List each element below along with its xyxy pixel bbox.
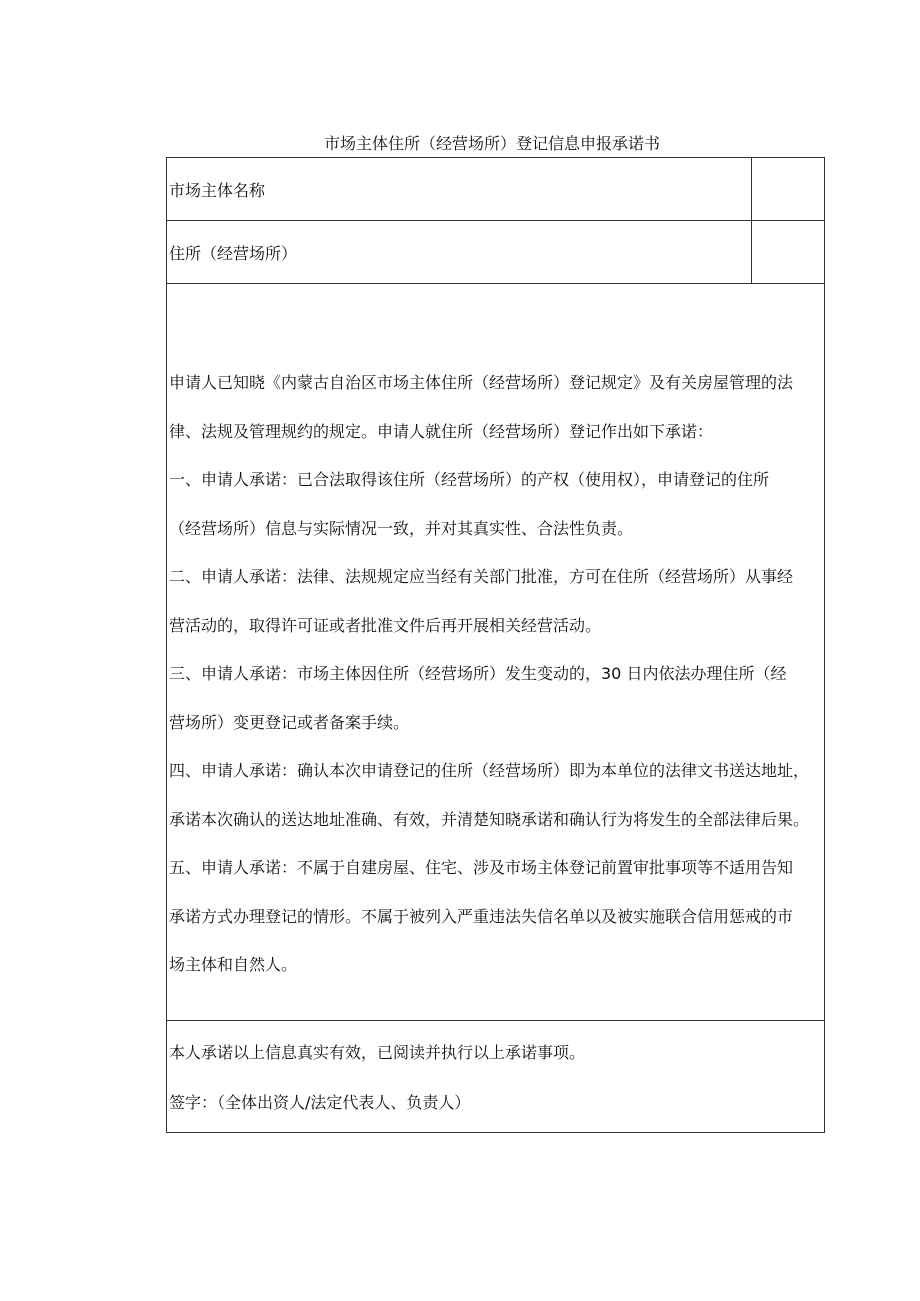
name-label: 市场主体名称: [167, 158, 752, 221]
pledge-line: 承诺方式办理登记的情形。不属于被列入严重违法失信名单以及被实施联合信用惩戒的市: [169, 906, 794, 926]
signature-label: 签字：（全体出资人/法定代表人、负责人）: [169, 1093, 471, 1112]
address-label: 住所（经营场所）: [167, 221, 752, 284]
table-row-address: [167, 221, 825, 284]
pledge-form-table: [166, 157, 825, 1133]
pledge-content-cell: [167, 284, 825, 1021]
confirm-statement: 本人承诺以上信息真实有效，已阅读并执行以上承诺事项。: [169, 1043, 586, 1062]
pledge-line: 营活动的，取得许可证或者批准文件后再开展相关经营活动。: [169, 615, 602, 635]
pledge-line: 承诺本次确认的送达地址准确、有效，并清楚知晓承诺和确认行为将发生的全部法律后果。: [169, 809, 810, 829]
pledge-line: 二、申请人承诺：法律、法规规定应当经有关部门批准，方可在住所（经营场所）从事经: [169, 567, 794, 586]
pledge-line: 三、申请人承诺：市场主体因住所（经营场所）发生变动的，30 日内依法办理住所（经: [169, 664, 787, 683]
pledge-line: 五、申请人承诺：不属于自建房屋、住宅、涉及市场主体登记前置审批事项等不适用告知: [169, 858, 794, 877]
table-row-pledge: [167, 284, 825, 1021]
pledge-line: 申请人已知晓《内蒙古自治区市场主体住所（经营场所）登记规定》及有关房屋管理的法: [169, 373, 794, 392]
pledge-line: 一、申请人承诺：已合法取得该住所（经营场所）的产权（使用权），申请登记的住所: [169, 470, 770, 489]
document-title: 市场主体住所（经营场所）登记信息申报承诺书: [323, 134, 660, 153]
pledge-line: 营场所）变更登记或者备案手续。: [169, 712, 410, 732]
pledge-line: 场主体和自然人。: [169, 955, 298, 974]
pledge-text-block: [167, 309, 824, 995]
pledge-line: 四、申请人承诺：确认本次申请登记的住所（经营场所）即为本单位的法律文书送达地址，: [169, 761, 810, 780]
pledge-line: 律、法规及管理规约的规定。申请人就住所（经营场所）登记作出如下承诺：: [169, 421, 714, 441]
address-value-cell[interactable]: [752, 221, 825, 284]
table-row-name: [167, 158, 825, 221]
signature-cell[interactable]: [167, 1021, 825, 1133]
pledge-line: （经营场所）信息与实际情况一致，并对其真实性、合法性负责。: [169, 518, 634, 538]
table-row-signature: [167, 1021, 825, 1133]
name-value-cell[interactable]: [752, 158, 825, 221]
